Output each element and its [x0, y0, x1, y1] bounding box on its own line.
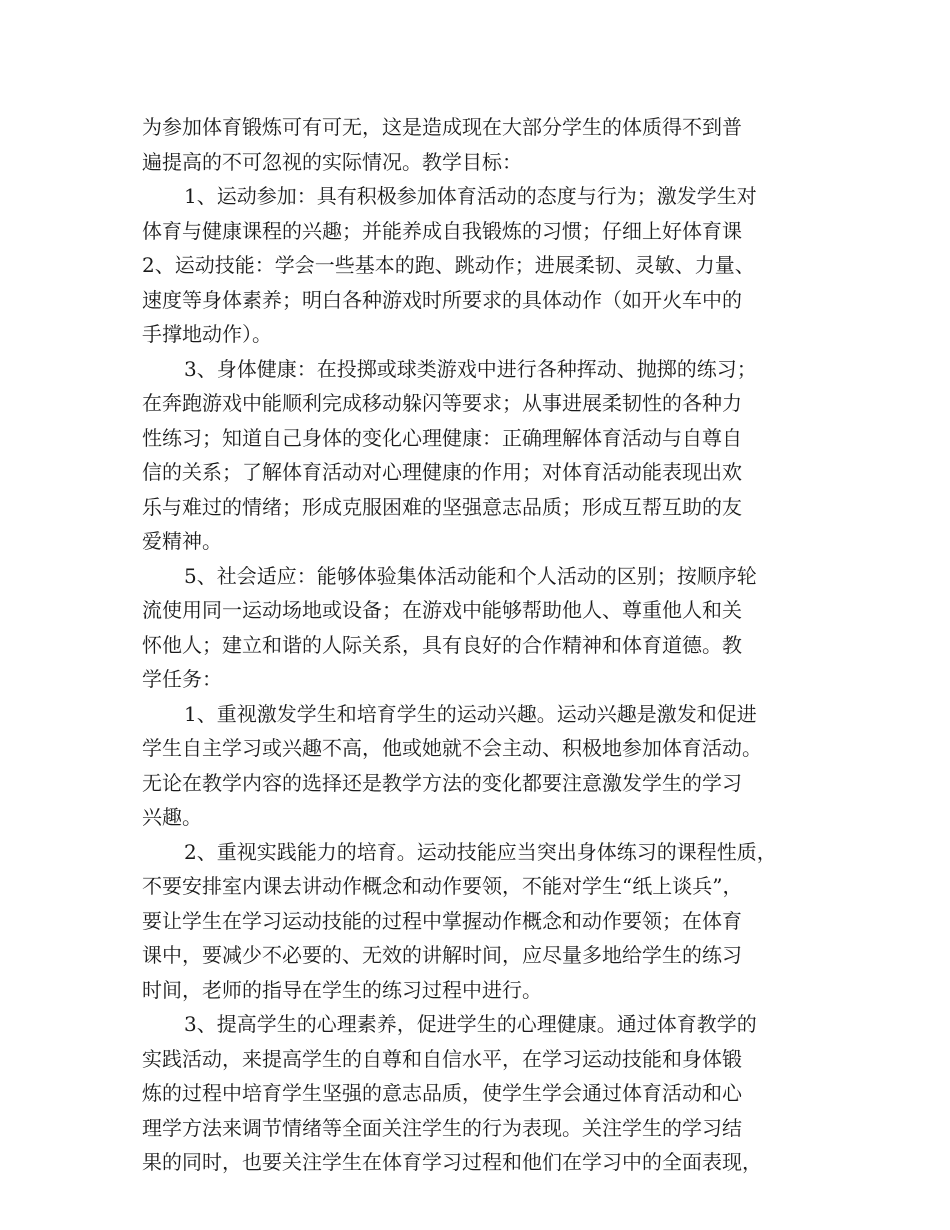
text-line: 在奔跑游戏中能顺利完成移动躲闪等要求；从事进展柔韧性的各种力 — [142, 391, 742, 415]
text-line: 乐与难过的情绪；形成克服困难的坚强意志品质；形成互帮互助的友 — [142, 494, 742, 519]
text-line: 课中，要减少不必要的、无效的讲解时间，应尽量多地给学生的练习 — [142, 943, 742, 967]
text-line: 1、重视激发学生和培育学生的运动兴趣。运动兴趣是激发和促进 — [184, 701, 757, 726]
text-line: 理学方法来调节情绪等全面关注学生的行为表现。关注学生的学习结 — [142, 1115, 742, 1140]
text-line: 炼的过程中培育学生坚强的意志品质，使学生学会通过体育活动和心 — [142, 1081, 742, 1105]
text-line: 为参加体育锻炼可有可无，这是造成现在大部分学生的体质得不到普 — [142, 115, 742, 139]
text-line: 体育与健康课程的兴趣；并能养成自我锻炼的习惯；仔细上好体育课 — [142, 218, 742, 243]
text-line: 遍提高的不可忽视的实际情况。教学目标： — [142, 149, 522, 174]
text-line: 实践活动，来提高学生的自尊和自信水平，在学习运动技能和身体锻 — [142, 1046, 742, 1071]
text-line: 3、身体健康：在投掷或球类游戏中进行各种挥动、抛掷的练习； — [184, 356, 757, 381]
text-line: 2、运动技能：学会一些基本的跑、跳动作；进展柔韧、灵敏、力量、 — [142, 253, 755, 277]
text-line: 学生自主学习或兴趣不高，他或她就不会主动、积极地参加体育活动。 — [142, 736, 762, 760]
text-line: 无论在教学内容的选择还是教学方法的变化都要注意激发学生的学习 — [142, 770, 742, 795]
text-line: 学任务： — [142, 667, 222, 691]
text-line: 怀他人；建立和谐的人际关系，具有良好的合作精神和体育道德。教 — [142, 632, 742, 657]
text-line: 流使用同一运动场地或设备；在游戏中能够帮助他人、尊重他人和关 — [142, 598, 742, 622]
text-line: 兴趣。 — [142, 805, 202, 829]
text-line: 果的同时，也要关注学生在体育学习过程和他们在学习中的全面表现， — [142, 1150, 762, 1174]
text-line: 3、提高学生的心理素养，促进学生的心理健康。通过体育教学的 — [184, 1012, 757, 1036]
text-line: 信的关系；了解体育活动对心理健康的作用；对体育活动能表现出欢 — [142, 460, 742, 484]
document-body — [142, 110, 808, 1180]
text-line: 爱精神。 — [142, 529, 222, 553]
text-line: 要让学生在学习运动技能的过程中掌握动作概念和动作要领；在体育 — [142, 908, 742, 933]
text-line: 2、重视实践能力的培育。运动技能应当突出身体练习的课程性质， — [184, 839, 777, 864]
text-line: 速度等身体素养；明白各种游戏时所要求的具体动作（如开火车中的 — [142, 287, 742, 312]
text-line: 5、社会适应：能够体验集体活动能和个人活动的区别；按顺序轮 — [184, 563, 757, 588]
text-line: 时间，老师的指导在学生的练习过程中进行。 — [142, 977, 542, 1002]
text-line: 手撑地动作）。 — [142, 322, 272, 346]
text-line: 性练习；知道自己身体的变化心理健康：正确理解体育活动与自尊自 — [142, 425, 742, 450]
text-line: 1、运动参加：具有积极参加体育活动的态度与行为；激发学生对 — [184, 184, 757, 208]
text-line: 不要安排室内课去讲动作概念和动作要领，不能对学生“纸上谈兵”， — [142, 874, 743, 898]
